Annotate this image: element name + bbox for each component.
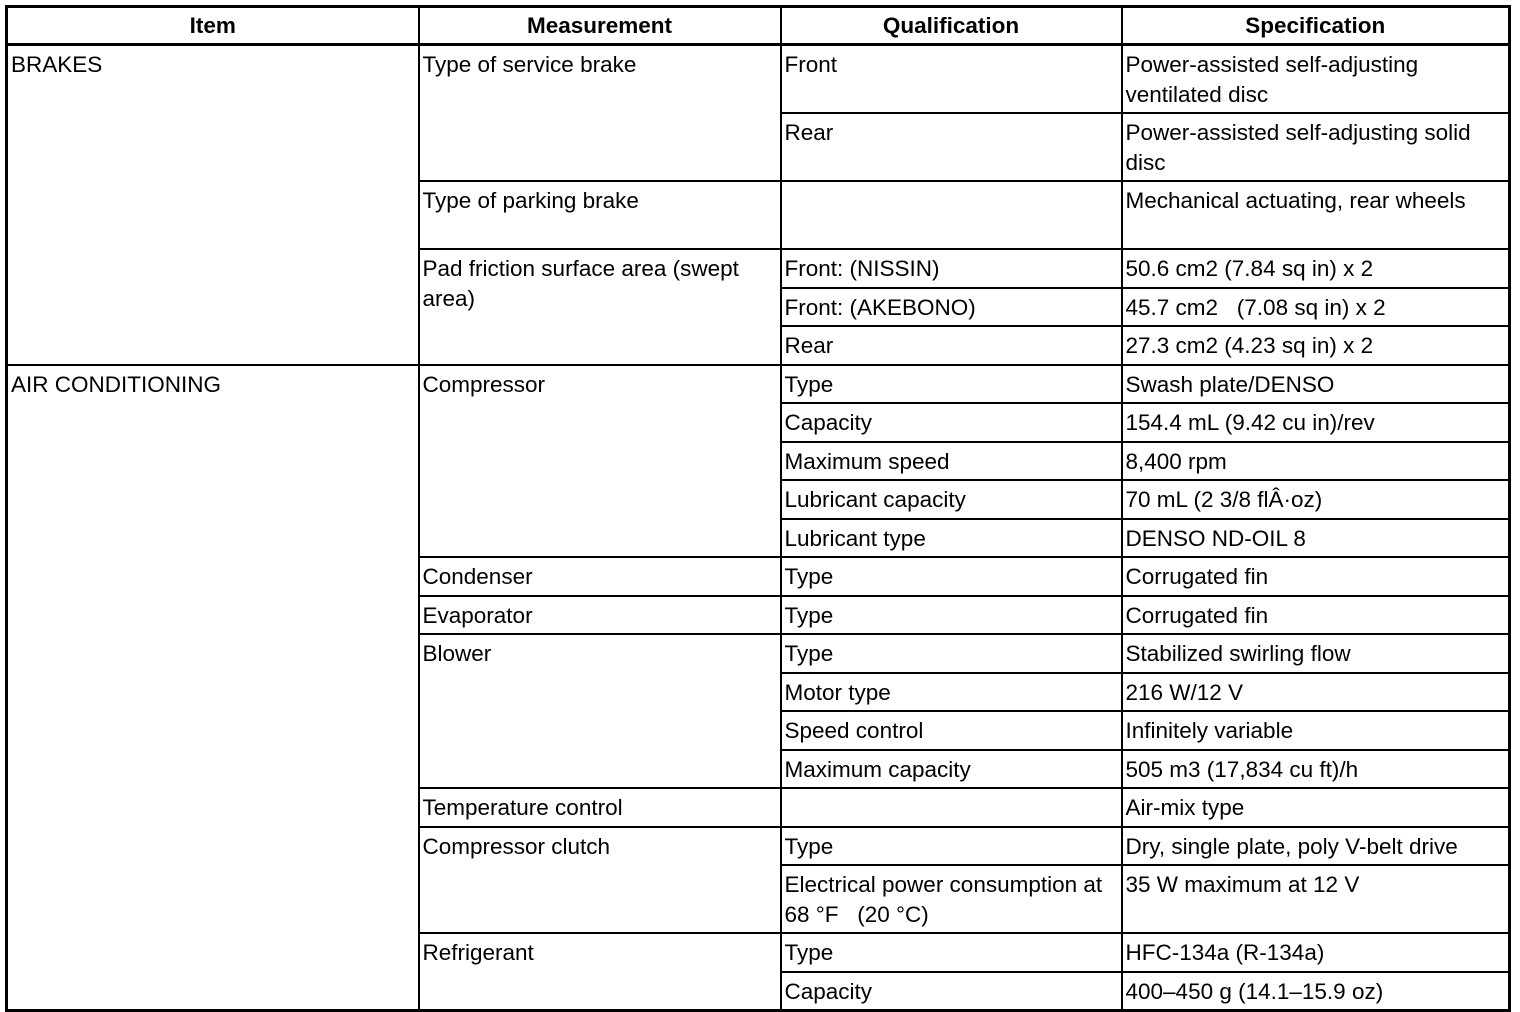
measurement-refrigerant: Refrigerant bbox=[419, 933, 781, 1011]
specification-cell: Power-assisted self-adjusting ventilated disc bbox=[1122, 45, 1510, 114]
measurement-service-brake: Type of service brake bbox=[419, 45, 781, 182]
qualification-cell: Maximum capacity bbox=[781, 750, 1122, 789]
spec-table bbox=[5, 5, 1511, 1012]
measurement-temperature-control: Temperature control bbox=[419, 788, 781, 827]
measurement-condenser: Condenser bbox=[419, 557, 781, 596]
specification-cell: Mechanical actuating, rear wheels bbox=[1122, 181, 1510, 249]
specification-cell: 154.4 mL (9.42 cu in)/rev bbox=[1122, 403, 1510, 442]
specification-cell: 35 W maximum at 12 V bbox=[1122, 865, 1510, 933]
measurement-evaporator: Evaporator bbox=[419, 596, 781, 635]
measurement-blower: Blower bbox=[419, 634, 781, 788]
qualification-cell: Type bbox=[781, 634, 1122, 673]
specification-cell: Stabilized swirling flow bbox=[1122, 634, 1510, 673]
specification-cell: Corrugated fin bbox=[1122, 557, 1510, 596]
qualification-cell: Electrical power consumption at 68 °F (20 °C) bbox=[781, 865, 1122, 933]
specification-cell: Dry, single plate, poly V-belt drive bbox=[1122, 827, 1510, 866]
measurement-compressor: Compressor bbox=[419, 365, 781, 558]
qualification-cell bbox=[781, 181, 1122, 249]
qualification-cell: Rear bbox=[781, 113, 1122, 181]
qualification-cell bbox=[781, 788, 1122, 827]
specification-cell: Power-assisted self-adjusting solid disc bbox=[1122, 113, 1510, 181]
specification-cell: 70 mL (2 3/8 flÂ·oz) bbox=[1122, 480, 1510, 519]
specification-cell: 216 W/12 V bbox=[1122, 673, 1510, 712]
qualification-cell: Type bbox=[781, 596, 1122, 635]
qualification-cell: Maximum speed bbox=[781, 442, 1122, 481]
qualification-cell: Type bbox=[781, 365, 1122, 404]
qualification-cell: Front: (NISSIN) bbox=[781, 249, 1122, 288]
measurement-parking-brake: Type of parking brake bbox=[419, 181, 781, 249]
qualification-cell: Capacity bbox=[781, 972, 1122, 1011]
qualification-cell: Type bbox=[781, 827, 1122, 866]
specification-cell: 8,400 rpm bbox=[1122, 442, 1510, 481]
qualification-cell: Capacity bbox=[781, 403, 1122, 442]
specification-cell: 400–450 g (14.1–15.9 oz) bbox=[1122, 972, 1510, 1011]
qualification-cell: Type bbox=[781, 557, 1122, 596]
header-item: Item bbox=[7, 7, 419, 45]
measurement-compressor-clutch: Compressor clutch bbox=[419, 827, 781, 934]
measurement-pad-friction: Pad friction surface area (swept area) bbox=[419, 249, 781, 365]
header-specification: Specification bbox=[1122, 7, 1510, 45]
specification-cell: Corrugated fin bbox=[1122, 596, 1510, 635]
specification-cell: Air-mix type bbox=[1122, 788, 1510, 827]
specification-cell: Infinitely variable bbox=[1122, 711, 1510, 750]
qualification-cell: Rear bbox=[781, 326, 1122, 365]
specification-cell: 505 m3 (17,834 cu ft)/h bbox=[1122, 750, 1510, 789]
specification-cell: HFC-134a (R-134a) bbox=[1122, 933, 1510, 972]
specification-cell: DENSO ND-OIL 8 bbox=[1122, 519, 1510, 558]
header-row bbox=[7, 7, 1510, 45]
table-row bbox=[7, 45, 1510, 114]
specification-cell: 50.6 cm2 (7.84 sq in) x 2 bbox=[1122, 249, 1510, 288]
qualification-cell: Front bbox=[781, 45, 1122, 114]
specification-cell: Swash plate/DENSO bbox=[1122, 365, 1510, 404]
qualification-cell: Motor type bbox=[781, 673, 1122, 712]
header-qualification: Qualification bbox=[781, 7, 1122, 45]
header-measurement: Measurement bbox=[419, 7, 781, 45]
qualification-cell: Lubricant capacity bbox=[781, 480, 1122, 519]
specification-cell: 27.3 cm2 (4.23 sq in) x 2 bbox=[1122, 326, 1510, 365]
item-brakes: BRAKES bbox=[7, 45, 419, 365]
qualification-cell: Type bbox=[781, 933, 1122, 972]
qualification-cell: Speed control bbox=[781, 711, 1122, 750]
table-row bbox=[7, 365, 1510, 404]
item-air-conditioning: AIR CONDITIONING bbox=[7, 365, 419, 1011]
specification-cell: 45.7 cm2 (7.08 sq in) x 2 bbox=[1122, 288, 1510, 327]
qualification-cell: Lubricant type bbox=[781, 519, 1122, 558]
qualification-cell: Front: (AKEBONO) bbox=[781, 288, 1122, 327]
